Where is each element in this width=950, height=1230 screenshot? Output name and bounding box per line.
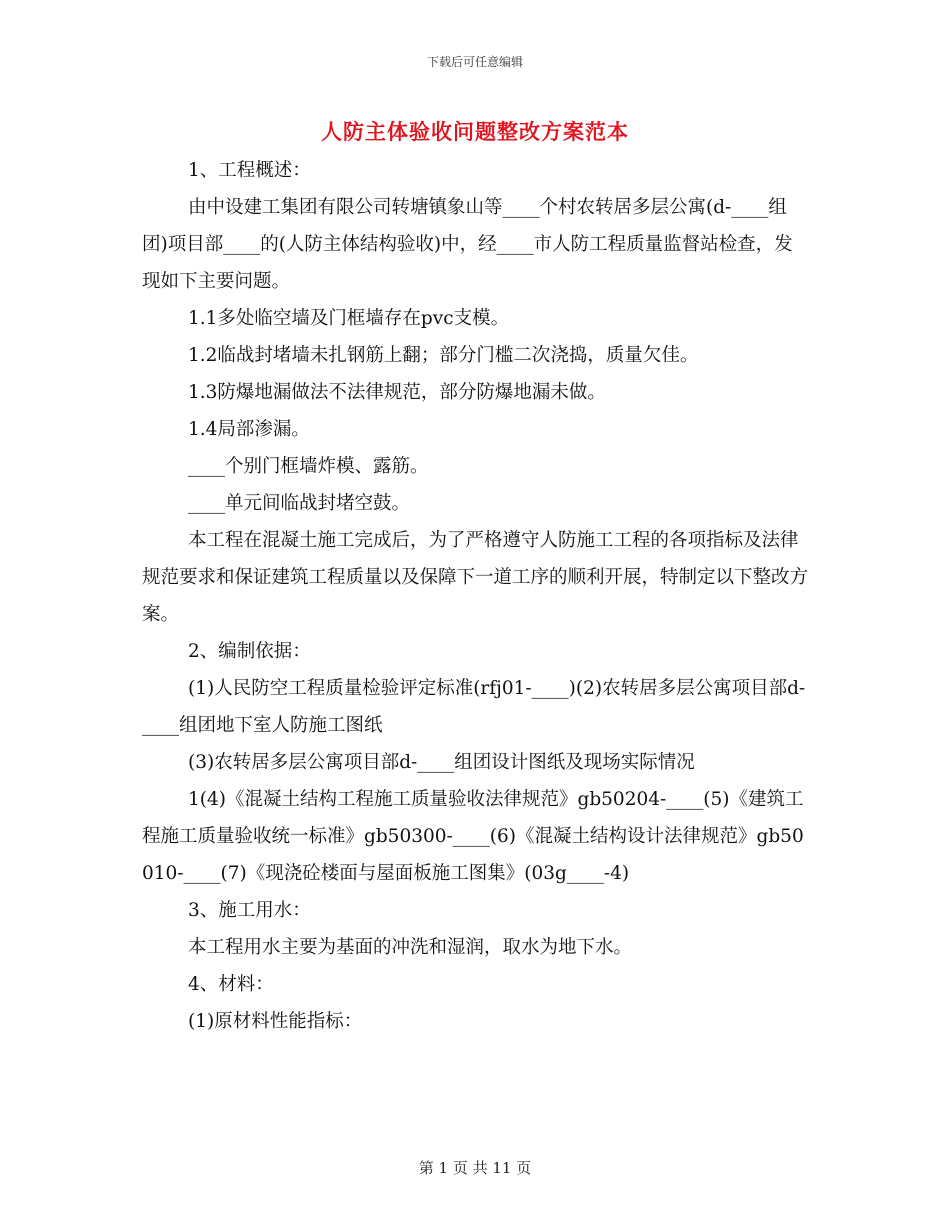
paragraph: 本工程在混凝土施工完成后，为了严格遵守人防施工工程的各项指标及法律规范要求和保证建筑工程质量以及保障下一道工序的顺利开展，特制定以下整改方案。 [142,530,809,625]
list-item: ____单元间临战封堵空鼓。 [188,493,411,514]
list-item: ____个别门框墙炸模、露筋。 [188,456,429,477]
document-body [142,152,808,1040]
list-item: 1.4局部渗漏。 [188,419,310,440]
paragraph: 本工程用水主要为基面的冲洗和湿润，取水为地下水。 [188,937,633,958]
list-item: (1)人民防空工程质量检验评定标准(rfj01-____)(2)农转居多层公寓项目部d-____组团地下室人防施工图纸 [142,678,806,736]
list-item: 1.2临战封堵墙未扎钢筋上翻；部分门槛二次浇捣，质量欠佳。 [188,345,699,366]
page-footer: 第 1 页 共 11 页 [418,1159,532,1177]
paragraph: 由中设建工集团有限公司转塘镇象山等____个村农转居多层公寓(d-____组团)项目部____的(人防主体结构验收)中，经____市人防工程质量监督站检查，发现如下主要问题。 [142,197,793,292]
section-heading: 4、材料： [188,974,274,995]
list-item: (1)原材料性能指标： [188,1011,363,1032]
section-heading: 3、施工用水： [188,900,311,921]
list-item: 1.3防爆地漏做法不法律规范，部分防爆地漏未做。 [188,382,606,403]
section-heading: 2、编制依据： [188,641,311,662]
page-header: 下载后可任意编辑 [426,55,523,69]
paragraph: 1(4)《混凝土结构工程施工质量验收法律规范》gb50204-____(5)《建筑工程施工质量验收统一标准》gb50300-____(6)《混凝土结构设计法律规范》gb50010-____(7)《现浇砼楼面与屋面板施工图集》(03g____-4) [142,789,804,884]
list-item: 1.1多处临空墙及门框墙存在pvc支模。 [188,308,510,329]
section-heading: 1、工程概述： [188,160,311,181]
list-item: (3)农转居多层公寓项目部d-____组团设计图纸及现场实际情况 [188,752,695,773]
document-title: 人防主体验收问题整改方案范本 [321,119,629,144]
